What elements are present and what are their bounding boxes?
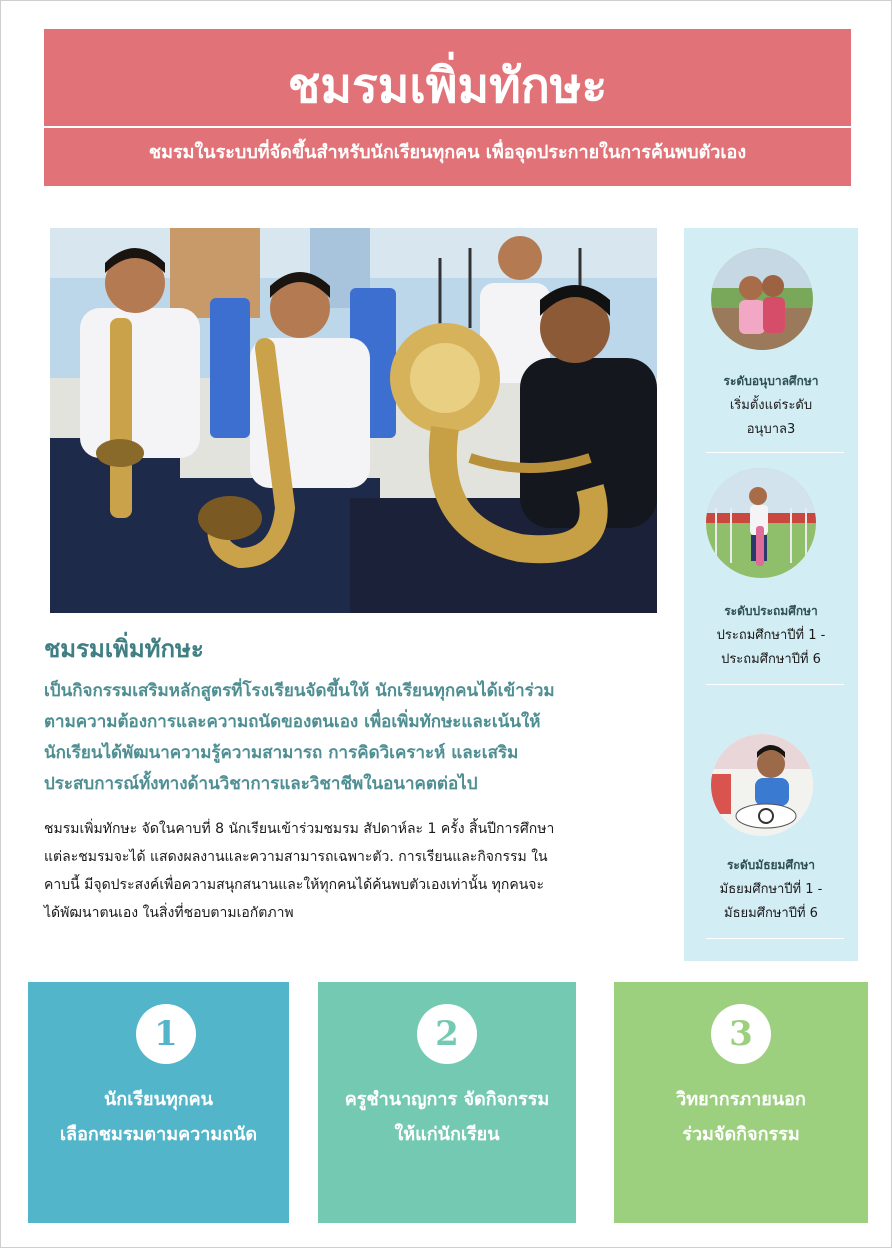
band-photo-illustration — [50, 228, 657, 613]
levels-sidebar — [684, 228, 858, 961]
level-desc: ประถมศึกษาปีที่ 1 - ประถมศึกษาปีที่ 6 — [716, 628, 826, 667]
step-number-badge: 1 — [136, 1004, 196, 1064]
lead-line: เป็นกิจกรรมเสริมหลักสูตรที่โรงเรียนจัดขึ้นให้ นักเรียนทุกคนได้เข้าร่วม — [44, 681, 555, 701]
body-line: คาบนี้ มีจุดประสงค์เพื่อความสนุกสนานและให้ทุกคนได้ค้นพบตัวเองเท่านั้น ทุกคนจะ — [44, 877, 545, 893]
body-line: ได้พัฒนาตนเอง ในสิ่งที่ชอบตามเอกัตภาพ — [44, 905, 294, 921]
level-title: ระดับประถมศึกษา — [724, 604, 818, 618]
level-divider — [706, 684, 844, 685]
article-body — [44, 815, 684, 927]
page-title: ชมรมเพิ่มทักษะ — [287, 58, 608, 114]
level-divider — [706, 452, 844, 453]
lead-line: ประสบการณ์ทั้งทางด้านวิชาการและวิชาชีพในอนาคตต่อไป — [44, 774, 478, 794]
level-divider — [706, 938, 844, 939]
level-desc: มัธยมศึกษาปีที่ 1 - มัธยมศึกษาปีที่ 6 — [719, 882, 823, 921]
header-divider — [44, 126, 851, 128]
header-banner — [44, 29, 851, 186]
level-desc: เริ่มตั้งแต่ระดับ อนุบาล3 — [729, 398, 813, 437]
page-subtitle: ชมรมในระบบที่จัดขึ้นสำหรับนักเรียนทุกคน เพื่อจุดประกายในการค้นพบตัวเอง — [148, 142, 747, 163]
secondary-school-photo — [711, 734, 813, 836]
article-lead — [44, 676, 684, 800]
step-number-badge: 3 — [711, 1004, 771, 1064]
level-title: ระดับอนุบาลศึกษา — [723, 374, 819, 388]
body-line: ชมรมเพิ่มทักษะ จัดในคาบที่ 8 นักเรียนเข้าร่วมชมรม สัปดาห์ละ 1 ครั้ง สิ้นปีการศึกษา — [44, 821, 555, 837]
step-text: นักเรียนทุกคน เลือกชมรมตามความถนัด — [59, 1089, 258, 1145]
step-card-2 — [318, 982, 576, 1223]
lead-line: นักเรียนได้พัฒนาความรู้ความสามารถ การคิดวิเคราะห์ และเสริม — [44, 743, 519, 763]
article-heading: ชมรมเพิ่มทักษะ — [44, 635, 204, 663]
body-line: แต่ละชมรมจะได้ แสดงผลงานและความสามารถเฉพาะตัว. การเรียนและกิจกรรม ใน — [44, 849, 548, 865]
step-number-badge: 2 — [417, 1004, 477, 1064]
step-text: วิทยากรภายนอก ร่วมจัดกิจกรรม — [676, 1089, 806, 1145]
band-photo — [50, 228, 657, 613]
level-title: ระดับมัธยมศึกษา — [726, 858, 815, 872]
step-card-3 — [614, 982, 868, 1223]
lead-line: ตามความต้องการและความถนัดของตนเอง เพื่อเพิ่มทักษะและเน้นให้ — [44, 712, 541, 732]
step-text: ครูชำนาญการ จัดกิจกรรม ให้แก่นักเรียน — [344, 1089, 550, 1145]
kindergarten-photo — [711, 248, 813, 350]
primary-school-photo — [706, 468, 816, 578]
step-card-1 — [28, 982, 289, 1223]
